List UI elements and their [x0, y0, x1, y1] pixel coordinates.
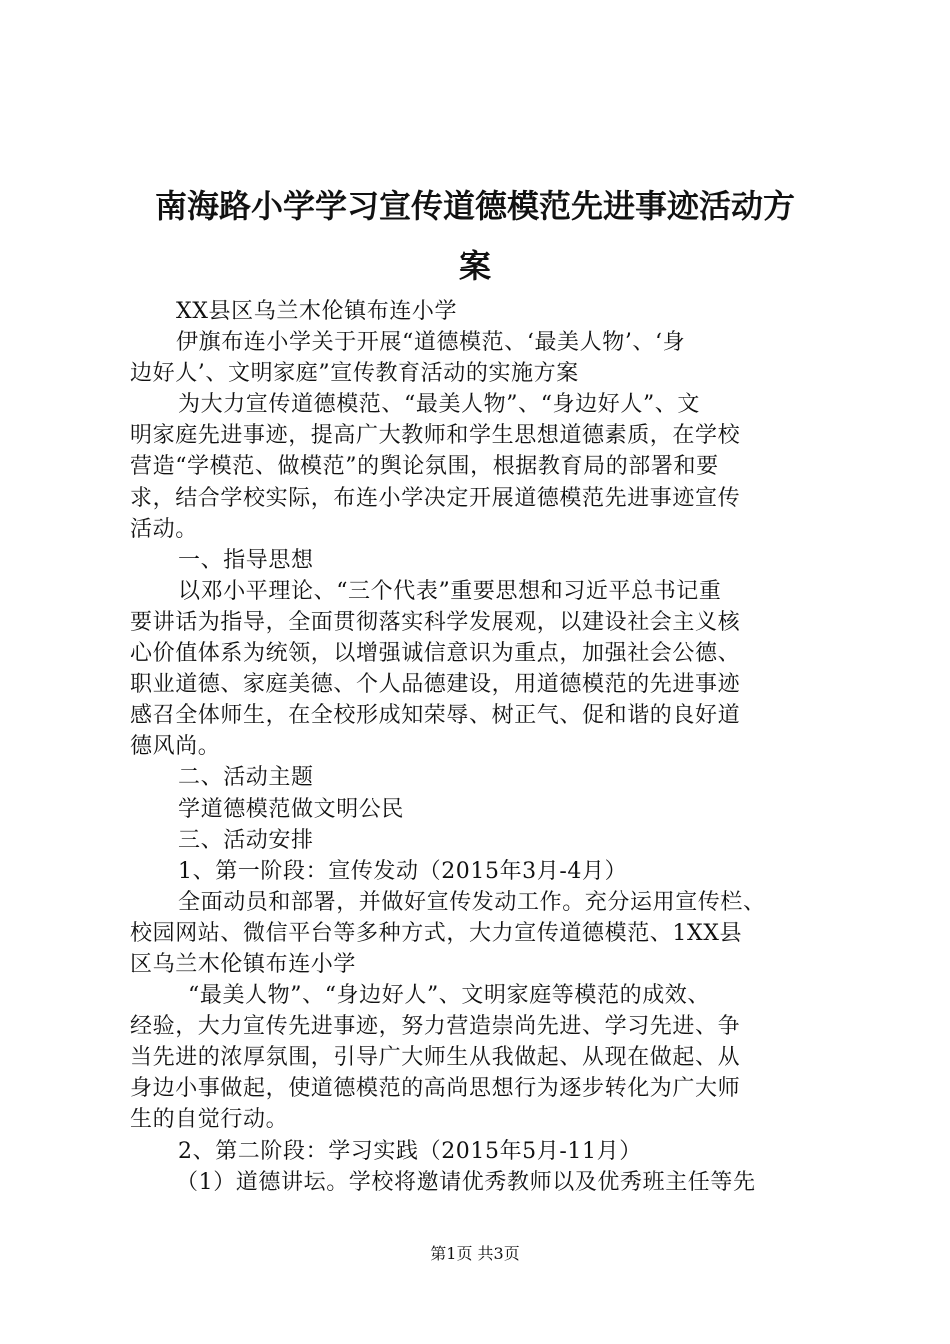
paragraph-line: 全面动员和部署，并做好宣传发动工作。充分运用宣传栏、 [178, 889, 766, 915]
document-body [130, 296, 830, 1198]
paragraph-line: 感召全体师生，在全校形成知荣辱、树正气、促和谐的良好道 [130, 703, 741, 729]
paragraph-line: 德风尚。 [130, 734, 221, 760]
page-footer: 第1页 共3页 [430, 1244, 520, 1263]
paragraph-line: 学道德模范做文明公民 [178, 796, 405, 822]
section-heading: 三、活动安排 [178, 827, 314, 853]
section-heading: 二、活动主题 [178, 765, 314, 791]
document-title-line-1: 南海路小学学习宣传道德模范先进事迹活动方 [154, 187, 795, 225]
paragraph-line: 为大力宣传道德模范、“最美人物”、“身边好人”、文 [178, 392, 700, 418]
paragraph-line: 当先进的浓厚氛围，引导广大师生从我做起、从现在做起、从 [130, 1045, 741, 1071]
paragraph-line: 经验，大力宣传先进事迹，努力营造崇尚先进、学习先进、争 [130, 1014, 741, 1040]
plan-title-line: 边好人’、文明家庭”宣传教育活动的实施方案 [130, 361, 579, 387]
paragraph-line: 求，结合学校实际，布连小学决定开展道德模范先进事迹宣传 [130, 485, 741, 511]
paragraph-line: 身边小事做起，使道德模范的高尚思想行为逐步转化为广大师 [130, 1076, 741, 1102]
paragraph-line: 心价值体系为统领，以增强诚信意识为重点，加强社会公德、 [130, 641, 741, 667]
paragraph-line: 活动。 [130, 516, 198, 542]
plan-title-line: 伊旗布连小学关于开展“道德模范、‘最美人物’、‘身 [176, 330, 686, 356]
paragraph-line: （1）道德讲坛。学校将邀请优秀教师以及优秀班主任等先 [176, 1169, 756, 1195]
document-title-line-2: 案 [458, 247, 491, 285]
paragraph-line: 以邓小平理论、“三个代表”重要思想和习近平总书记重 [178, 578, 722, 604]
paragraph-line: 明家庭先进事迹，提高广大教师和学生思想道德素质，在学校 [130, 423, 741, 449]
paragraph-line: 要讲话为指导，全面贯彻落实科学发展观，以建设社会主义核 [130, 609, 741, 635]
paragraph-line: 区乌兰木伦镇布连小学 [130, 951, 357, 977]
subsection-heading: 1、第一阶段：宣传发动（2015年3月-4月） [178, 858, 628, 884]
paragraph-line: “最美人物”、“身边好人”、文明家庭等模范的成效、 [188, 983, 710, 1009]
paragraph-line: 职业道德、家庭美德、个人品德建设，用道德模范的先进事迹 [130, 672, 741, 698]
section-heading: 一、指导思想 [178, 547, 314, 573]
paragraph-line: 营造“学模范、做模范”的舆论氛围，根据教育局的部署和要 [130, 454, 719, 480]
paragraph-line: 生的自觉行动。 [130, 1107, 289, 1133]
paragraph-line: 校园网站、微信平台等多种方式，大力宣传道德模范、1XX县 [130, 920, 743, 946]
school-name-line: XX县区乌兰木伦镇布连小学 [176, 299, 458, 324]
subsection-heading: 2、第二阶段：学习实践（2015年5月-11月） [178, 1138, 642, 1164]
